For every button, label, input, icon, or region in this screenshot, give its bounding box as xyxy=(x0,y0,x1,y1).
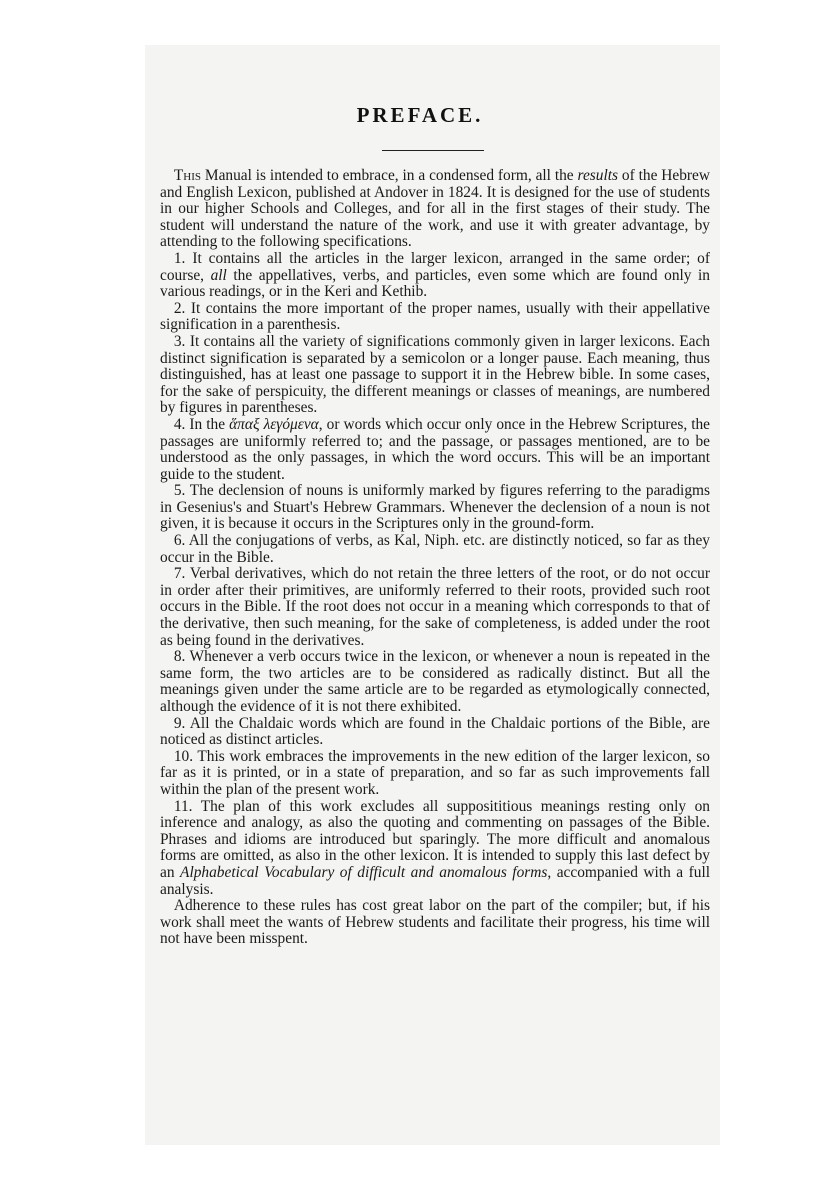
spec-11-italic-vocabulary: Alphabetical Vocabulary of difficult and anomalous forms xyxy=(180,863,548,881)
spec-4-text-c: , or words which occur only once in the Hebrew Scriptures, the passages are uniformly referred to; and the passage, or passages mentioned, are to be understood as the only passages, in which the word occurs. This will be an important guide to the student. xyxy=(160,415,711,483)
intro-lead-word: This xyxy=(173,167,201,184)
spec-1-text-c: the appellatives, verbs, and particles, even some which are found only in various readings, or in the Keri and Kethib. xyxy=(160,266,710,301)
spec-1-italic-all: all xyxy=(210,266,227,284)
intro-paragraph xyxy=(160,168,710,251)
intro-text-a: Manual is intended to embrace, in a condensed form, all the xyxy=(201,167,578,184)
spec-5-paragraph: 5. The declension of nouns is uniformly marked by figures referring to the paradigms in Gesenius's and Stuart's Hebrew Grammars. Whenever the declension of a noun is not given, it is because it occurs in the Scriptures only in the ground-form. xyxy=(160,482,710,533)
spec-4-text-a: 4. In the xyxy=(173,415,230,433)
spec-3-paragraph: 3. It contains all the variety of significations commonly given in larger lexicons. Each distinct signification is separated by a semicolon or a longer pause. Each meaning, thus distinguished, has at least one passage to support it in the Hebrew bible. In some cases, for the sake of perspicuity, the different meanings or classes of meanings, are numbered by figures in parentheses. xyxy=(160,332,710,417)
spec-4-greek-term: ἅπαξ λεγόμενα xyxy=(229,415,319,433)
spec-1-paragraph xyxy=(160,251,710,301)
intro-text-c: of the Hebrew and English Lexicon, published at Andover in 1824. It is designed for the use of students in our higher Schools and Colleges, and for all in the first stages of their study. The student will understand the nature of the work, and use it with greater advantage, by attending to the following specifications. xyxy=(160,167,710,251)
spec-2-paragraph: 2. It contains the more important of the proper names, usually with their appellative signification in a parenthesis. xyxy=(160,299,710,334)
spec-11-text-a: 11. The plan of this work excludes all supposititious meanings resting only on inference and analogy, as also the quoting and commenting on passages of the Bible. Phrases and idioms are introduced but sparingly. The more difficult and anomalous forms are omitted, as also in the other lexicon. It is intended to supply this last defect by an xyxy=(160,797,710,881)
spec-11-text-c: , accompanied with a full analysis. xyxy=(160,863,710,898)
spec-11-paragraph xyxy=(160,799,710,899)
preface-body xyxy=(160,168,710,948)
spec-4-paragraph xyxy=(160,417,710,483)
spec-8-paragraph: 8. Whenever a verb occurs twice in the lexicon, or whenever a noun is repeated in the same form, the two articles are to be considered as radically distinct. But all the meanings given under the same article are to be regarded as etymologically connected, although the evidence of it is not there exhibited. xyxy=(160,648,710,715)
spec-1-text-a: 1. It contains all the articles in the larger lexicon, arranged in the same order; of course, xyxy=(160,249,710,284)
closing-paragraph: Adherence to these rules has cost great labor on the part of the compiler; but, if his work shall meet the wants of Hebrew students and facilitate their progress, his time will not have been misspent. xyxy=(160,897,710,948)
spec-7-paragraph: 7. Verbal derivatives, which do not retain the three letters of the root, or do not occur in order after their primitives, are uniformly referred to their roots, provided such root occurs in the Bible. If the root does not occur in a meaning which corresponds to that of the derivative, then such meaning, for the sake of completeness, is added under the root as being found in the derivatives. xyxy=(160,565,710,649)
page-title: PREFACE. xyxy=(356,103,484,127)
spec-9-paragraph: 9. All the Chaldaic words which are found in the Chaldaic portions of the Bible, are noticed as distinct articles. xyxy=(160,714,710,749)
title-rule xyxy=(382,150,484,151)
spec-10-paragraph: 10. This work embraces the improvements in the new edition of the larger lexicon, so far as it is printed, or in a state of preparation, and so far as such improvements fall within the plan of the present work. xyxy=(160,747,710,798)
intro-italic-results: results xyxy=(577,167,619,184)
spec-6-paragraph: 6. All the conjugations of verbs, as Kal, Niph. etc. are distinctly noticed, so far as they occur in the Bible. xyxy=(160,532,710,566)
